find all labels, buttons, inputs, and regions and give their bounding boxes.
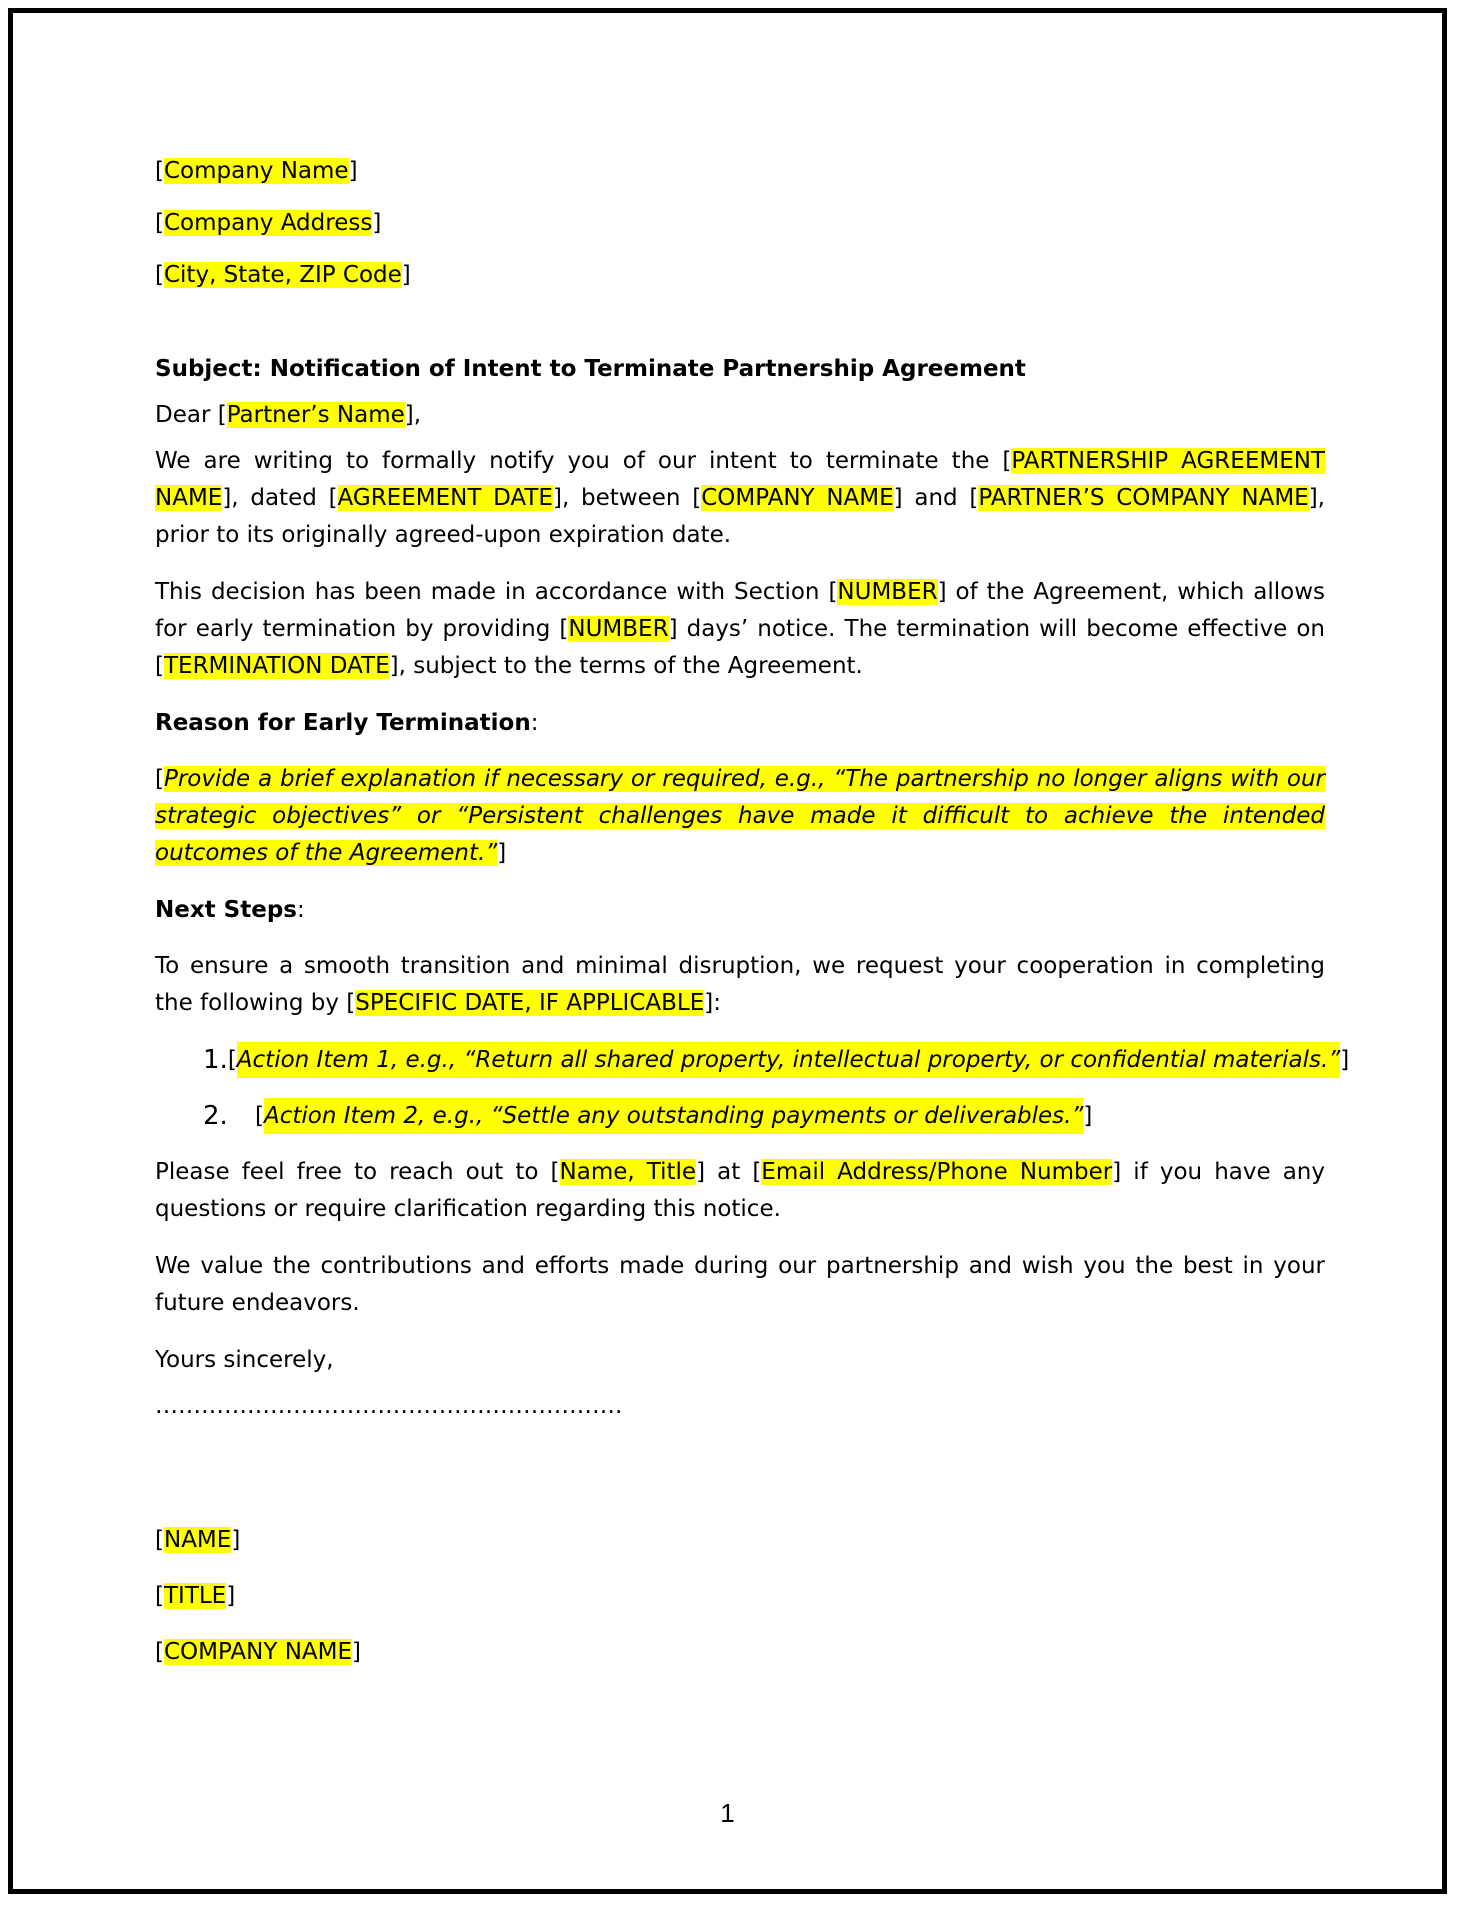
para2-text-1: This decision has been made in accordance with Section [ bbox=[155, 579, 838, 605]
action-items-list bbox=[155, 1042, 1350, 1134]
placeholder-specific-date: SPECIFIC DATE, IF APPLICABLE bbox=[355, 990, 705, 1016]
para2-text-4: ], subject to the terms of the Agreement. bbox=[389, 653, 863, 679]
paragraph-next-steps bbox=[155, 948, 1325, 1022]
salutation-prefix: Dear [ bbox=[155, 402, 227, 428]
paragraph-section bbox=[155, 574, 1325, 685]
placeholder-section-number: NUMBER bbox=[837, 579, 938, 605]
paragraph-contact bbox=[155, 1154, 1325, 1228]
reason-heading bbox=[155, 705, 1325, 741]
placeholder-name-title: Name, Title bbox=[559, 1159, 697, 1185]
reason-close-bracket: ] bbox=[497, 840, 507, 866]
para1-text-3: ], between [ bbox=[552, 485, 702, 511]
placeholder-city-state-zip: City, State, ZIP Code bbox=[163, 262, 402, 288]
placeholder-agreement-name: PARTNERSHIP AGREEMENT NAME bbox=[155, 448, 1325, 511]
salutation-suffix: ], bbox=[404, 402, 422, 428]
subject-line: Subject: Notification of Intent to Terminate Partnership Agreement bbox=[155, 356, 1026, 382]
list-item-number: 1. bbox=[203, 1045, 228, 1075]
placeholder-reason-explanation: Provide a brief explanation if necessary or required, e.g., “The partnership no longer aligns with our strategic objectives” or “Persistent challenges have made it difficult to achieve the intended outcomes of the Agreement.” bbox=[155, 766, 1325, 866]
next-steps-heading-colon: : bbox=[297, 897, 305, 923]
placeholder-company-address: Company Address bbox=[163, 210, 373, 236]
reason-heading-text: Reason for Early Termination bbox=[155, 710, 531, 736]
next-steps-heading-text: Next Steps bbox=[155, 897, 297, 923]
sign-off: Yours sincerely, bbox=[155, 1347, 334, 1373]
signature-block bbox=[155, 1522, 1325, 1670]
next-steps-heading bbox=[155, 892, 1325, 928]
placeholder-partner-company-name: PARTNER’S COMPANY NAME bbox=[978, 485, 1309, 511]
list-item: 1. [ Action Item 1, e.g., “Return all shared property, intellectual property, or confidential materials.” ] bbox=[155, 1042, 1325, 1078]
placeholder-termination-date: TERMINATION DATE bbox=[163, 653, 390, 679]
para2-text-2: ] of the Agreement, which allows for early termination by providing [ bbox=[155, 579, 1325, 642]
placeholder-action-item-2: Action Item 2, e.g., “Settle any outstanding payments or deliverables.” bbox=[264, 1098, 1083, 1134]
placeholder-company-name: Company Name bbox=[163, 158, 349, 184]
signature-name: [NAME] bbox=[155, 1527, 241, 1553]
para1-text-5: ], prior to its originally agreed-upon expiration date. bbox=[155, 485, 1325, 548]
placeholder-days-number: NUMBER bbox=[568, 616, 669, 642]
address-company-address: [Company Address] bbox=[155, 210, 382, 236]
list-item-number: 2. bbox=[203, 1101, 228, 1131]
document-page bbox=[8, 8, 1447, 1894]
placeholder-signer-title: TITLE bbox=[163, 1583, 227, 1609]
para1-text-2: ], dated [ bbox=[222, 485, 338, 511]
contact-text-1: Please feel free to reach out to [ bbox=[155, 1159, 560, 1185]
placeholder-company-name-2: COMPANY NAME bbox=[701, 485, 894, 511]
reason-open-bracket: [ bbox=[155, 766, 164, 792]
para1-text-1: We are writing to formally notify you of our intent to terminate the [ bbox=[155, 448, 1012, 474]
paragraph-intent bbox=[155, 443, 1325, 554]
placeholder-email-phone: Email Address/Phone Number bbox=[761, 1159, 1113, 1185]
next-steps-text-1: To ensure a smooth transition and minimal disruption, we request your cooperation in completing the following by [ bbox=[155, 953, 1325, 1016]
para2-text-3: ] days’ notice. The termination will become effective on [ bbox=[155, 616, 1325, 679]
address-company-name: [Company Name] bbox=[155, 158, 358, 184]
page-number: 1 bbox=[720, 1798, 735, 1828]
placeholder-partner-name: Partner’s Name bbox=[226, 402, 405, 428]
reason-heading-colon: : bbox=[530, 710, 539, 736]
list-item: 2. [ Action Item 2, e.g., “Settle any outstanding payments or deliverables.” ] bbox=[155, 1098, 1325, 1134]
salutation bbox=[155, 397, 1325, 433]
signature-title: [TITLE] bbox=[155, 1583, 236, 1609]
placeholder-agreement-date: AGREEMENT DATE bbox=[337, 485, 553, 511]
contact-text-2: ] at [ bbox=[696, 1159, 762, 1185]
contact-text-3: ] if you have any questions or require clarification regarding this notice. bbox=[155, 1159, 1325, 1222]
para1-text-4: ] and [ bbox=[893, 485, 979, 511]
next-steps-text-2: ]: bbox=[704, 990, 721, 1016]
letter-body bbox=[155, 153, 1350, 1690]
address-city-state-zip: [City, State, ZIP Code] bbox=[155, 262, 411, 288]
placeholder-signer-company: COMPANY NAME bbox=[163, 1639, 353, 1665]
signature-line: ……………………………………………………. bbox=[155, 1393, 623, 1419]
placeholder-action-item-1: Action Item 1, e.g., “Return all shared property, intellectual property, or confidential materials.” bbox=[237, 1042, 1340, 1078]
sender-address-block bbox=[155, 153, 1325, 293]
placeholder-signer-name: NAME bbox=[163, 1527, 232, 1553]
reason-placeholder bbox=[155, 761, 1325, 872]
paragraph-closing: We value the contributions and efforts made during our partnership and wish you the best in your future endeavors. bbox=[155, 1253, 1325, 1316]
signature-company: [COMPANY NAME] bbox=[155, 1639, 361, 1665]
